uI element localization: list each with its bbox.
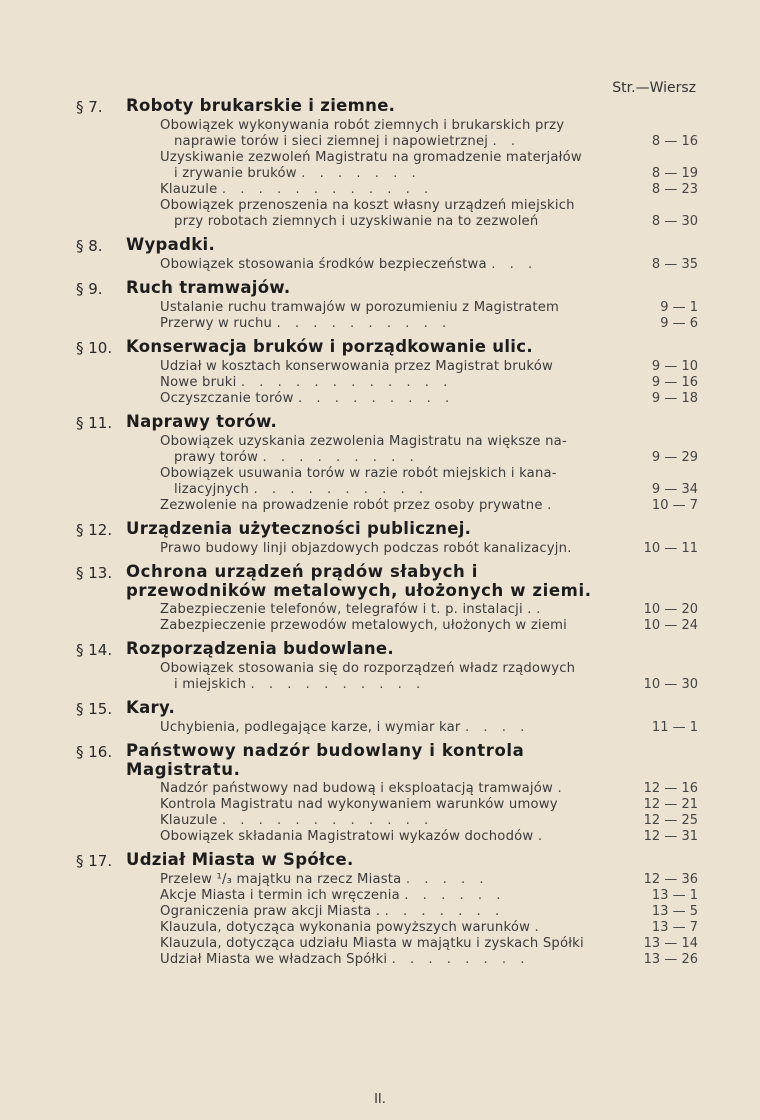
entry-line: Akcje Miasta i termin ich wręczenia <box>160 888 400 903</box>
table-of-contents <box>76 96 698 973</box>
entry-text <box>160 182 622 198</box>
entry-line: Obowiązek przenoszenia na koszt własny urządzeń miejskich <box>160 198 575 213</box>
section-title: Ruch tramwajów. <box>126 278 291 297</box>
entry-text <box>160 829 622 845</box>
entry-line: Prawo budowy linji objazdowych podczas robót kanalizacyjn. <box>160 541 572 556</box>
entry-line: Uzyskiwanie zezwoleń Magistratu na gromadzenie materjałów <box>160 150 582 165</box>
entry-text <box>160 257 622 273</box>
entry-line-continued <box>160 166 622 182</box>
toc-entry <box>160 781 698 797</box>
page-line-ref: 10 — 11 <box>643 541 698 556</box>
toc-entry <box>160 618 698 634</box>
entry-text <box>160 813 622 829</box>
toc-entry <box>160 797 698 813</box>
entry-text <box>160 618 622 634</box>
entry-line: Obowiązek stosowania się do rozporządzeń władz rządowych <box>160 661 576 676</box>
section-number: § 12. <box>76 521 113 539</box>
entry-list <box>160 720 698 736</box>
toc-entry <box>160 720 698 736</box>
section-number: § 8. <box>76 237 103 255</box>
section-heading <box>76 412 698 432</box>
section-heading <box>76 278 698 298</box>
entry-list <box>160 434 698 514</box>
entry-line-continued-text: i zrywanie bruków <box>174 166 297 181</box>
toc-entry <box>160 316 698 332</box>
entry-text <box>160 781 622 797</box>
page-line-ref: 10 — 7 <box>651 498 698 513</box>
leader-dots: . . . . . . . <box>301 166 421 181</box>
toc-entry <box>160 920 698 936</box>
page-line-ref: 13 — 7 <box>651 920 698 935</box>
leader-dots: . . . <box>491 257 538 272</box>
section-title: Rozporządzenia budowlane. <box>126 639 394 658</box>
column-header: Str.—Wiersz <box>612 80 696 96</box>
entry-line: Oczyszczanie torów <box>160 391 294 406</box>
page-line-ref: 13 — 14 <box>643 936 698 951</box>
section-number: § 13. <box>76 564 113 582</box>
toc-section <box>76 519 698 557</box>
entry-text <box>160 498 622 514</box>
page-line-ref: 10 — 24 <box>643 618 698 633</box>
toc-entry <box>160 904 698 920</box>
toc-entry <box>160 434 698 466</box>
entry-line: Zezwolenie na prowadzenie robót przez osoby prywatne <box>160 498 543 513</box>
toc-entry <box>160 466 698 498</box>
entry-line: Obowiązek uzyskania zezwolenia Magistratu na większe na- <box>160 434 567 449</box>
leader-dots: . . . . . . . . . . <box>276 316 452 331</box>
toc-entry <box>160 498 698 514</box>
entry-text <box>160 466 622 498</box>
entry-text <box>160 375 622 391</box>
entry-line-continued <box>160 134 622 150</box>
leader-dots: . . . . . . . . . . <box>253 482 429 497</box>
page-line-ref: 9 — 29 <box>651 450 698 465</box>
page-line-ref: 9 — 10 <box>651 359 698 374</box>
toc-entry <box>160 257 698 273</box>
entry-line-continued-text: naprawie torów i sieci ziemnej i napowietrznej <box>174 134 489 149</box>
section-title: Ochrona urządzeń prądów słabych i przewodników metalowych, ułożonych w ziemi. <box>126 562 592 600</box>
entry-text <box>160 797 622 813</box>
entry-line: Obowiązek składania Magistratowi wykazów dochodów <box>160 829 534 844</box>
section-title: Udział Miasta w Spółce. <box>126 850 354 869</box>
section-title: Kary. <box>126 698 176 717</box>
entry-text <box>160 541 622 557</box>
toc-entry <box>160 813 698 829</box>
leader-dots: . . . . . . . . . <box>262 450 419 465</box>
leader-dots: . . . . . . . . . . <box>250 677 426 692</box>
entry-line-continued <box>160 450 622 466</box>
entry-text <box>160 872 622 888</box>
leader-dots: . . . . . . . . . <box>297 391 455 406</box>
page-line-ref: 13 — 5 <box>651 904 698 919</box>
page-line-ref: 8 — 30 <box>651 214 698 229</box>
page-line-ref: 12 — 36 <box>643 872 698 887</box>
leader-dots: . . . . . . <box>404 888 506 903</box>
leader-dots: . . . . . . . . <box>391 952 530 967</box>
toc-entry <box>160 391 698 407</box>
section-heading <box>76 741 698 779</box>
page-line-ref: 13 — 1 <box>651 888 698 903</box>
entry-list <box>160 257 698 273</box>
toc-entry <box>160 375 698 391</box>
entry-text <box>160 434 622 466</box>
toc-section <box>76 337 698 407</box>
page-line-ref: 13 — 26 <box>643 952 698 967</box>
entry-text <box>160 952 622 968</box>
entry-line: Zabezpieczenie telefonów, telegrafów i t. p. instalacji . <box>160 602 532 617</box>
page-line-ref: 8 — 23 <box>651 182 698 197</box>
entry-text <box>160 888 622 904</box>
entry-line: Zabezpieczenie przewodów metalowych, ułożonych w ziemi <box>160 618 568 633</box>
page-line-ref: 10 — 30 <box>643 677 698 692</box>
toc-section <box>76 278 698 332</box>
entry-line: Udział Miasta we władzach Spółki <box>160 952 388 967</box>
toc-entry <box>160 602 698 618</box>
leader-dots: . <box>534 920 544 935</box>
page-line-ref: 8 — 35 <box>651 257 698 272</box>
leader-dots: . . . . . . . . . . . . <box>221 813 434 828</box>
entry-text <box>160 936 622 952</box>
entry-line: Ograniczenia praw akcji Miasta . <box>160 904 381 919</box>
toc-entry <box>160 359 698 375</box>
entry-line: Obowiązek stosowania środków bezpieczeństwa <box>160 257 487 272</box>
entry-line: Klauzula, dotycząca wykonania powyższych warunków <box>160 920 531 935</box>
entry-text <box>160 150 622 182</box>
page-line-ref: 9 — 18 <box>651 391 698 406</box>
entry-text <box>160 300 622 316</box>
leader-dots: . <box>557 781 567 796</box>
page-line-ref: 9 — 6 <box>660 316 698 331</box>
section-number: § 17. <box>76 852 113 870</box>
toc-entry <box>160 829 698 845</box>
entry-line-continued-text: przy robotach ziemnych i uzyskiwanie na to zezwoleń <box>174 214 539 229</box>
entry-line: Nadzór państwowy nad budową i eksploatacją tramwajów <box>160 781 554 796</box>
toc-entry <box>160 541 698 557</box>
section-number: § 10. <box>76 339 113 357</box>
section-number: § 16. <box>76 743 113 761</box>
page-line-ref: 10 — 20 <box>643 602 698 617</box>
page-line-ref: 9 — 34 <box>651 482 698 497</box>
leader-dots: . . . . <box>464 720 530 735</box>
toc-section <box>76 850 698 968</box>
entry-list <box>160 602 698 634</box>
entry-text <box>160 904 622 920</box>
section-number: § 11. <box>76 414 113 432</box>
section-title: Konserwacja bruków i porządkowanie ulic. <box>126 337 533 356</box>
entry-list <box>160 359 698 407</box>
section-heading <box>76 235 698 255</box>
page-line-ref: 12 — 16 <box>643 781 698 796</box>
toc-entry <box>160 872 698 888</box>
page-line-ref: 12 — 21 <box>643 797 698 812</box>
entry-line: Przelew ¹/₃ majątku na rzecz Miasta <box>160 872 402 887</box>
entry-list <box>160 118 698 230</box>
page-number: II. <box>374 1092 386 1107</box>
entry-line-continued-text: lizacyjnych <box>174 482 250 497</box>
entry-line: Ustalanie ruchu tramwajów w porozumieniu z Magistratem <box>160 300 560 315</box>
section-title: Urządzenia użyteczności publicznej. <box>126 519 472 538</box>
entry-text <box>160 661 622 693</box>
section-heading <box>76 96 698 116</box>
page-line-ref: 12 — 25 <box>643 813 698 828</box>
entry-line: Nowe bruki <box>160 375 237 390</box>
entry-list <box>160 300 698 332</box>
section-heading <box>76 639 698 659</box>
leader-dots: . . <box>492 134 521 149</box>
entry-text <box>160 359 622 375</box>
page-line-ref: 8 — 16 <box>651 134 698 149</box>
section-heading <box>76 337 698 357</box>
page-line-ref: 9 — 16 <box>651 375 698 390</box>
section-number: § 14. <box>76 641 113 659</box>
toc-section <box>76 96 698 230</box>
entry-text <box>160 720 622 736</box>
toc-section <box>76 639 698 693</box>
section-number: § 7. <box>76 98 103 116</box>
toc-entry <box>160 952 698 968</box>
leader-dots: . <box>536 602 546 617</box>
toc-section <box>76 741 698 845</box>
leader-dots: . . . . . . . <box>384 904 505 919</box>
entry-list <box>160 661 698 693</box>
leader-dots: . <box>537 829 548 844</box>
section-heading <box>76 698 698 718</box>
section-title: Państwowy nadzór budowlany i kontrola Magistratu. <box>126 741 525 779</box>
entry-text <box>160 316 622 332</box>
page-line-ref: 11 — 1 <box>651 720 698 735</box>
leader-dots: . . . . . . . . . . . . <box>240 375 453 390</box>
entry-line-continued <box>160 482 622 498</box>
page-line-ref: 9 — 1 <box>660 300 698 315</box>
toc-section <box>76 698 698 736</box>
toc-section <box>76 235 698 273</box>
entry-line: Przerwy w ruchu <box>160 316 273 331</box>
toc-entry <box>160 936 698 952</box>
entry-line: Obowiązek wykonywania robót ziemnych i brukarskich przy <box>160 118 565 133</box>
entry-line-continued-text: i miejskich <box>174 677 247 692</box>
page-line-ref: 8 — 19 <box>651 166 698 181</box>
toc-section <box>76 412 698 514</box>
leader-dots: . . . . . <box>405 872 489 887</box>
page-line-ref: 12 — 31 <box>643 829 698 844</box>
toc-entry <box>160 182 698 198</box>
entry-line: Uchybienia, podlegające karze, i wymiar kar <box>160 720 461 735</box>
entry-text <box>160 920 622 936</box>
toc-entry <box>160 150 698 182</box>
entry-line: Obowiązek usuwania torów w razie robót miejskich i kana- <box>160 466 557 481</box>
section-number: § 9. <box>76 280 103 298</box>
entry-text <box>160 602 622 618</box>
toc-entry <box>160 888 698 904</box>
entry-line-continued <box>160 214 622 230</box>
section-heading <box>76 519 698 539</box>
toc-entry <box>160 300 698 316</box>
section-title: Wypadki. <box>126 235 216 254</box>
section-number: § 15. <box>76 700 113 718</box>
leader-dots: . . . . . . . . . . . . <box>221 182 434 197</box>
entry-line: Udział w kosztach konserwowania przez Magistrat bruków <box>160 359 554 374</box>
entry-line-continued <box>160 677 622 693</box>
entry-list <box>160 541 698 557</box>
section-title: Naprawy torów. <box>126 412 278 431</box>
section-heading <box>76 562 698 600</box>
entry-line: Klauzula, dotycząca udziału Miasta w majątku i zyskach Spółki <box>160 936 584 951</box>
toc-entry <box>160 198 698 230</box>
toc-entry <box>160 118 698 150</box>
entry-text <box>160 391 622 407</box>
entry-text <box>160 198 622 230</box>
section-heading <box>76 850 698 870</box>
entry-line-continued-text: prawy torów <box>174 450 259 465</box>
toc-entry <box>160 661 698 693</box>
entry-line: Klauzule <box>160 182 218 197</box>
entry-line: Kontrola Magistratu nad wykonywaniem warunków umowy <box>160 797 558 812</box>
toc-section <box>76 562 698 634</box>
entry-line: Klauzule <box>160 813 218 828</box>
entry-list <box>160 781 698 845</box>
section-title: Roboty brukarskie i ziemne. <box>126 96 396 115</box>
entry-text <box>160 118 622 150</box>
entry-list <box>160 872 698 968</box>
leader-dots: . <box>547 498 557 513</box>
